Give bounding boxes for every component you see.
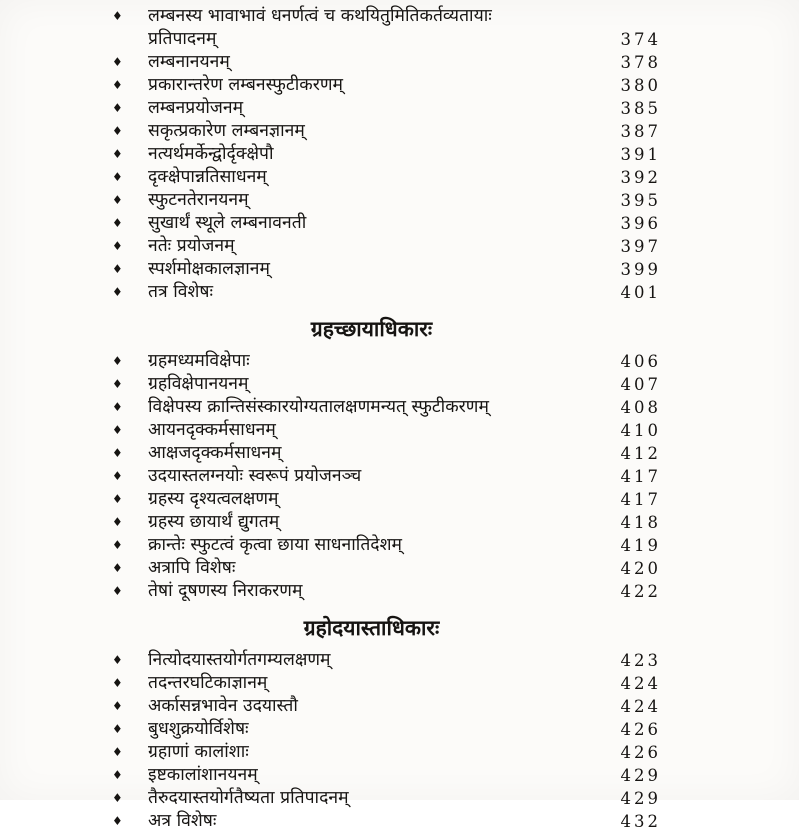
entry-page-number: 418 <box>620 513 661 532</box>
toc-entry <box>112 74 661 97</box>
entry-title <box>148 534 587 557</box>
toc-entry <box>112 649 661 672</box>
entry-page-number: 395 <box>620 191 661 210</box>
entry-page-number: 374 <box>620 30 661 49</box>
entry-page-number: 387 <box>620 122 661 141</box>
toc-entry <box>112 741 661 764</box>
diamond-bullet-icon: ♦ <box>112 722 123 736</box>
entry-title-line: दृक्क्षेपान्नतिसाधनम् <box>148 167 267 187</box>
entry-title <box>148 718 587 741</box>
entry-title <box>148 787 587 810</box>
toc-entry <box>112 281 661 304</box>
toc-entry <box>112 120 661 143</box>
entry-page-number: 426 <box>620 720 661 739</box>
toc-entry <box>112 258 661 281</box>
entry-title <box>148 51 587 74</box>
entry-page-number: 406 <box>620 352 661 371</box>
entry-page-number: 432 <box>620 812 661 831</box>
entry-title-line: आक्षजदृक्कर्मसाधनम् <box>148 443 282 463</box>
entry-title <box>148 258 587 281</box>
toc-entry <box>112 580 661 603</box>
diamond-bullet-icon: ♦ <box>112 377 123 391</box>
entry-page-number: 399 <box>620 260 661 279</box>
entry-title-line: लम्बनप्रयोजनम् <box>148 98 244 118</box>
entry-title <box>148 5 587 51</box>
diamond-bullet-icon: ♦ <box>112 492 123 506</box>
entry-title-line: स्फुटनतेरानयनम् <box>148 190 249 210</box>
entry-title <box>148 672 587 695</box>
entry-title <box>148 120 587 143</box>
entry-title-line: आयनदृक्कर्मसाधनम् <box>148 420 276 440</box>
entry-title-line: प्रकारान्तरेण लम्बनस्फुटीकरणम् <box>148 75 343 95</box>
diamond-bullet-icon: ♦ <box>112 55 123 69</box>
entry-title-line: प्रतिपादनम् <box>148 29 217 49</box>
toc-entry <box>112 419 661 442</box>
diamond-bullet-icon: ♦ <box>112 170 123 184</box>
diamond-bullet-icon: ♦ <box>112 193 123 207</box>
entry-title <box>148 419 587 442</box>
entry-title <box>148 235 587 258</box>
toc-entry <box>112 212 661 235</box>
entry-page-number: 378 <box>620 53 661 72</box>
diamond-bullet-icon: ♦ <box>112 768 123 782</box>
entry-page-number: 412 <box>620 444 661 463</box>
diamond-bullet-icon: ♦ <box>112 239 123 253</box>
toc-entry <box>112 718 661 741</box>
entry-title <box>148 143 587 166</box>
entry-page-number: 420 <box>620 559 661 578</box>
entry-page-number: 424 <box>620 697 661 716</box>
entry-page-number: 407 <box>620 375 661 394</box>
toc-list <box>112 5 661 833</box>
toc-entry <box>112 695 661 718</box>
entry-title <box>148 373 587 396</box>
entry-title <box>148 557 587 580</box>
entry-page-number: 380 <box>620 76 661 95</box>
entry-page-number: 397 <box>620 237 661 256</box>
entry-title-line: स्पर्शमोक्षकालज्ञानम् <box>148 259 270 279</box>
diamond-bullet-icon: ♦ <box>112 653 123 667</box>
entry-title-line: तदन्तरघटिकाज्ञानम् <box>148 673 268 693</box>
diamond-bullet-icon: ♦ <box>112 469 123 483</box>
entry-title <box>148 281 587 304</box>
entry-title-line: ग्रहस्य दृश्यत्वलक्षणम् <box>148 489 279 509</box>
entry-title <box>148 465 587 488</box>
diamond-bullet-icon: ♦ <box>112 147 123 161</box>
toc-entry <box>112 396 661 419</box>
toc-entry <box>112 488 661 511</box>
toc-entry <box>112 189 661 212</box>
toc-entry <box>112 672 661 695</box>
diamond-bullet-icon: ♦ <box>112 423 123 437</box>
entry-page-number: 417 <box>620 490 661 509</box>
diamond-bullet-icon: ♦ <box>112 78 123 92</box>
toc-entry <box>112 810 661 833</box>
entry-page-number: 392 <box>620 168 661 187</box>
entry-title <box>148 189 587 212</box>
diamond-bullet-icon: ♦ <box>112 515 123 529</box>
entry-title <box>148 810 587 833</box>
section-heading: ग्रहच्छायाधिकारः <box>310 316 433 341</box>
entry-page-number: 410 <box>620 421 661 440</box>
entry-title-line: ग्रहविक्षेपानयनम् <box>148 374 249 394</box>
diamond-bullet-icon: ♦ <box>112 699 123 713</box>
entry-title <box>148 74 587 97</box>
entry-title-line: नित्योदयास्तयोर्गतगम्यलक्षणम् <box>148 650 331 670</box>
section-heading: ग्रहोदयास्ताधिकारः <box>303 615 440 640</box>
entry-title-line: नतेः प्रयोजनम् <box>148 236 235 256</box>
entry-title-line: विक्षेपस्य क्रान्तिसंस्कारयोग्यतालक्षणमन्यत् स्फुटीकरणम् <box>148 397 489 417</box>
diamond-bullet-icon: ♦ <box>112 216 123 230</box>
entry-title-line: अर्कासन्नभावेन उदयास्तौ <box>148 696 298 716</box>
entry-title <box>148 488 587 511</box>
entry-title <box>148 511 587 534</box>
toc-entry <box>112 787 661 810</box>
entry-title <box>148 580 587 603</box>
entry-title-line: अत्रापि विशेषः <box>148 558 236 578</box>
diamond-bullet-icon: ♦ <box>112 745 123 759</box>
entry-page-number: 391 <box>620 145 661 164</box>
entry-title-line: तेषां दूषणस्य निराकरणम् <box>148 581 303 601</box>
entry-title <box>148 166 587 189</box>
diamond-bullet-icon: ♦ <box>112 400 123 414</box>
entry-title <box>148 442 587 465</box>
toc-entry <box>112 534 661 557</box>
entry-title-line: नत्यर्थमर्केन्द्वोर्दृक्क्षेपौ <box>148 144 274 164</box>
diamond-bullet-icon: ♦ <box>112 262 123 276</box>
entry-title <box>148 649 587 672</box>
diamond-bullet-icon: ♦ <box>112 285 123 299</box>
toc-entry <box>112 350 661 373</box>
entry-title-line: सुखार्थं स्थूले लम्बनावनती <box>148 213 307 233</box>
entry-page-number: 385 <box>620 99 661 118</box>
entry-page-number: 424 <box>620 674 661 693</box>
entry-title-line: सकृत्प्रकारेण लम्बनज्ञानम् <box>148 121 305 141</box>
entry-title-line: क्रान्तेः स्फुटत्वं कृत्वा छाया साधनातिदेशम् <box>148 535 402 555</box>
diamond-bullet-icon: ♦ <box>112 446 123 460</box>
toc-entry <box>112 511 661 534</box>
entry-title <box>148 350 587 373</box>
entry-title <box>148 396 587 419</box>
entry-title-line: ग्रहस्य छायार्थं द्युगतम् <box>148 512 280 532</box>
entry-title-line: ग्रहमध्यमविक्षेपाः <box>148 351 250 371</box>
entry-title-line: बुधशुक्रयोर्विशेषः <box>148 719 249 739</box>
entry-title <box>148 212 587 235</box>
diamond-bullet-icon: ♦ <box>112 124 123 138</box>
diamond-bullet-icon: ♦ <box>112 538 123 552</box>
diamond-bullet-icon: ♦ <box>112 676 123 690</box>
entry-page-number: 417 <box>620 467 661 486</box>
entry-title-line: तैरुदयास्तयोर्गतैष्यता प्रतिपादनम् <box>148 788 349 808</box>
toc-entry <box>112 235 661 258</box>
entry-title <box>148 695 587 718</box>
toc-entry <box>112 166 661 189</box>
toc-entry <box>112 51 661 74</box>
entry-page-number: 422 <box>620 582 661 601</box>
entry-page-number: 396 <box>620 214 661 233</box>
entry-page-number: 419 <box>620 536 661 555</box>
entry-title <box>148 764 587 787</box>
entry-page-number: 429 <box>620 766 661 785</box>
diamond-bullet-icon: ♦ <box>112 584 123 598</box>
toc-entry <box>112 465 661 488</box>
diamond-bullet-icon: ♦ <box>112 101 123 115</box>
diamond-bullet-icon: ♦ <box>112 9 123 23</box>
toc-entry <box>112 557 661 580</box>
diamond-bullet-icon: ♦ <box>112 814 123 828</box>
entry-page-number: 423 <box>620 651 661 670</box>
entry-title-line: तत्र विशेषः <box>148 282 214 302</box>
entry-page-number: 408 <box>620 398 661 417</box>
diamond-bullet-icon: ♦ <box>112 354 123 368</box>
entry-title-line: ग्रहाणां कालांशाः <box>148 742 249 762</box>
entry-title-line: लम्बनस्य भावाभावं धनर्णत्वं च कथयितुमितिकर्तव्यतायाः <box>148 6 492 26</box>
entry-title <box>148 97 587 120</box>
toc-entry <box>112 442 661 465</box>
entry-title-line: इष्टकालांशानयनम् <box>148 765 258 785</box>
entry-page-number: 426 <box>620 743 661 762</box>
diamond-bullet-icon: ♦ <box>112 561 123 575</box>
toc-entry <box>112 97 661 120</box>
entry-page-number: 429 <box>620 789 661 808</box>
entry-page-number: 401 <box>620 283 661 302</box>
entry-title-line: लम्बनानयनम् <box>148 52 230 72</box>
entry-title <box>148 741 587 764</box>
toc-entry <box>112 764 661 787</box>
toc-entry <box>112 5 661 51</box>
diamond-bullet-icon: ♦ <box>112 791 123 805</box>
entry-title-line: अत्र विशेषः <box>148 811 217 831</box>
entry-title-line: उदयास्तलग्नयोः स्वरूपं प्रयोजनञ्च <box>148 466 362 486</box>
toc-entry <box>112 373 661 396</box>
toc-entry <box>112 143 661 166</box>
